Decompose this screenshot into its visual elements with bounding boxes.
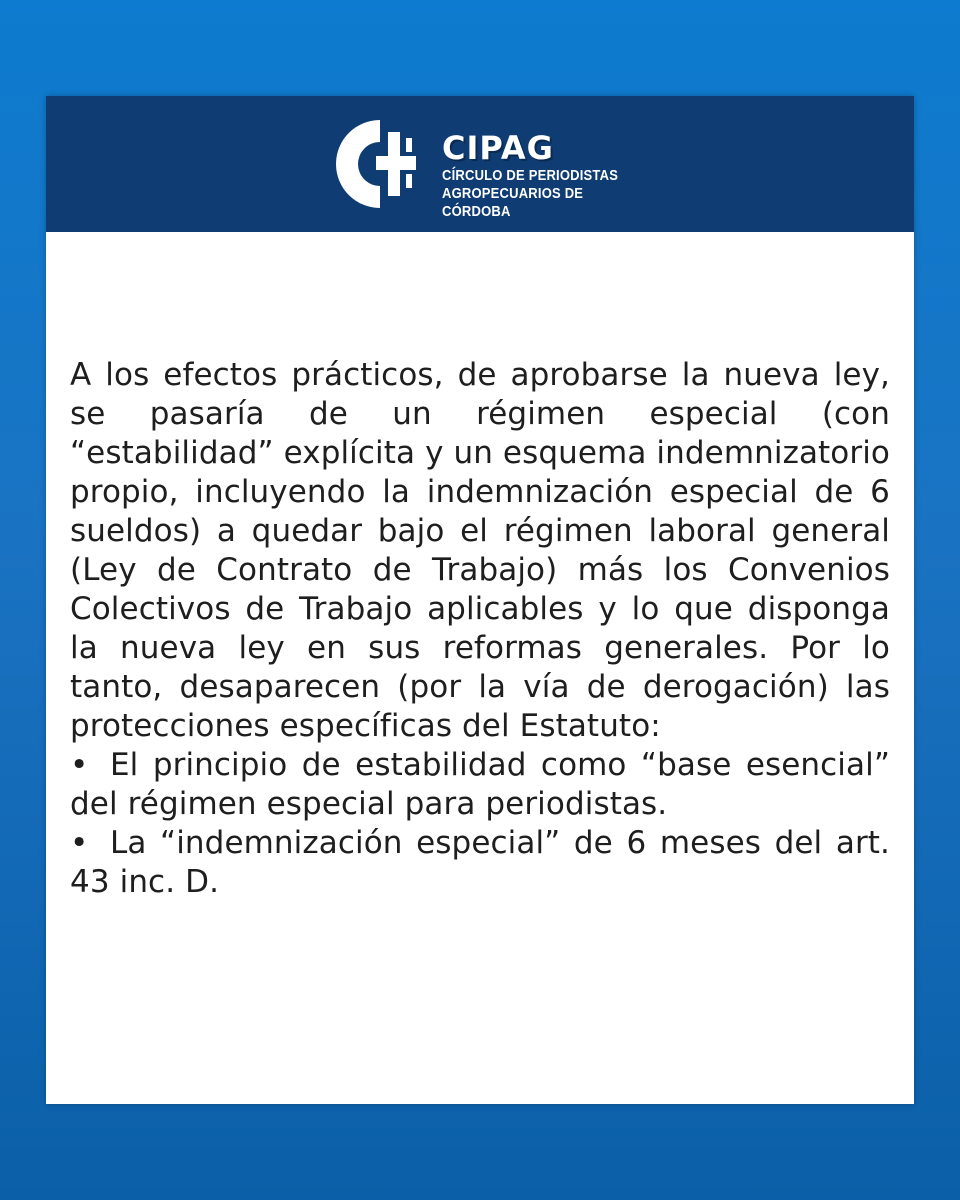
logo-subtitle-line2: AGROPECUARIOS DE CÓRDOBA: [442, 184, 584, 220]
logo-text: [442, 129, 642, 220]
bullet-item-2: [70, 824, 890, 902]
logo-name: CIPAG: [442, 129, 554, 167]
bullet-symbol: •: [70, 747, 89, 783]
main-paragraph: A los efectos prácticos, de aprobarse la nueva ley, se pasaría de un régimen especial (con “estabilidad” explícita y un esquema indemnizatorio propio, incluyendo la indemnización especial de 6 sueldos) a quedar bajo el régimen laboral general (Ley de Contrato de Trabajo) más los Convenios Colectivos de Trabajo aplicables y lo que disponga la nueva ley en sus reformas generales. Por lo tanto, desaparecen (por la vía de derogación) las protecciones específicas del Estatuto:: [70, 357, 890, 744]
cipag-logo: [332, 116, 642, 220]
bullet-item-1: [70, 746, 890, 824]
bullet-text: El principio de estabilidad como “base esencial” del régimen especial para periodistas.: [70, 747, 890, 822]
bullet-symbol: •: [70, 825, 89, 861]
logo-subtitle-line1: CÍRCULO DE PERIODISTAS: [442, 166, 619, 184]
content-card: [46, 96, 914, 1104]
article-body: [70, 356, 890, 902]
bullet-text: La “indemnización especial” de 6 meses del art. 43 inc. D.: [70, 825, 890, 900]
cipag-logo-icon: [332, 116, 428, 212]
header-banner: [46, 96, 914, 232]
